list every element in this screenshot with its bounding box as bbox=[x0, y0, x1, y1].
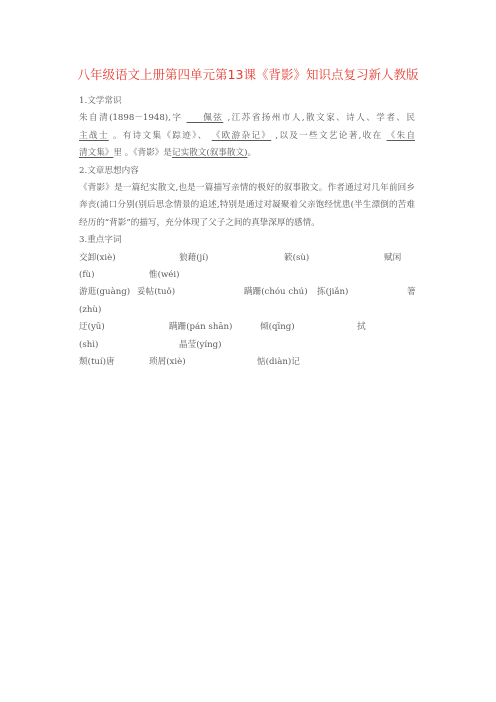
vocab-item: 颓(tuí)唐 bbox=[79, 356, 115, 367]
theme-paragraph: 《背影》是一篇纪实散文,也是一篇描写亲情的极好的叙事散文。作者通过对几年前回乡奔丧(浦口分别(别后思念情景的追述,特别是通过对凝聚着父亲饱经忧患(半生漂倒的苦难经历的“背影”的描写，充分体现了父子之间的真挚深厚的感情。 bbox=[79, 183, 415, 228]
text-span: 朱自清(1898－1948),字 bbox=[79, 113, 183, 124]
vocab-item: (zhù) bbox=[79, 304, 102, 315]
literary-line-2 bbox=[79, 128, 415, 145]
vocab-item: 惦(diàn)记 bbox=[257, 356, 300, 367]
section-heading-literary-knowledge: 1.文学常识 bbox=[79, 96, 122, 106]
text-span: ,以及一些文艺论著,收在 bbox=[275, 130, 383, 141]
literary-line-1 bbox=[79, 110, 415, 127]
literary-line-3 bbox=[79, 145, 415, 162]
vocab-row-3 bbox=[79, 284, 415, 301]
vocab-item: 蹒跚(pán shān) bbox=[169, 322, 233, 333]
text-span: 。 bbox=[247, 148, 257, 159]
document-title: 八年级语文上册第四单元第13课《背影》知识点复习新人教版 bbox=[77, 67, 419, 82]
document-body bbox=[79, 93, 415, 371]
vocab-row-7 bbox=[79, 354, 415, 371]
vocab-item: 游逛(guàng) bbox=[79, 287, 131, 298]
vocab-item: 妥帖(tuǒ) bbox=[137, 287, 176, 298]
answer-collected-works-end: 清文集》 bbox=[79, 148, 114, 159]
answer-courtesy-name: 佩弦 bbox=[203, 113, 224, 124]
answer-travel-notes: 《欧游杂记》 bbox=[211, 130, 272, 141]
vocab-item: 蹒跚(chóu chú) bbox=[244, 287, 308, 298]
vocab-item: 拣(jiǎn) bbox=[317, 287, 349, 298]
answer-genre: 记实散文(叙事散文) bbox=[171, 148, 248, 159]
vocab-row-1 bbox=[79, 250, 415, 267]
text-span: 里 。《背影》是 bbox=[113, 148, 172, 159]
vocab-item: 惟(wéi) bbox=[149, 270, 180, 281]
vocab-item: (fù) bbox=[79, 270, 95, 281]
blank-courtesy-name bbox=[187, 113, 224, 123]
vocab-item: 簌(sù) bbox=[284, 252, 310, 263]
text-span: 。有诗文集《踪迹》、 bbox=[112, 130, 208, 141]
vocab-item: 迂(yū) bbox=[79, 322, 105, 333]
text-span: ,江苏省扬州市人,散文家、诗人、学者、民 bbox=[227, 113, 415, 124]
section-heading-theme: 2.文章思想内容 bbox=[79, 165, 139, 176]
vocab-item: 交卸(xiè) bbox=[79, 252, 116, 263]
vocab-row-6 bbox=[79, 337, 415, 354]
vocab-item: 倾(qīng) bbox=[260, 322, 295, 333]
vocab-item: 晶莹(yíng) bbox=[179, 339, 222, 350]
vocab-item: 狼藉(jí) bbox=[179, 252, 209, 263]
vocab-item: 拭 bbox=[357, 322, 366, 333]
answer-collected-works: 《朱自 bbox=[386, 130, 415, 141]
vocab-row-5 bbox=[79, 319, 415, 336]
vocab-row-4 bbox=[79, 302, 415, 319]
vocab-row-2 bbox=[79, 267, 415, 284]
vocab-item: 琐屑(xiè) bbox=[149, 356, 186, 367]
section-heading-vocabulary: 3.重点字词 bbox=[79, 235, 122, 246]
vocab-item: (shì) bbox=[79, 339, 99, 350]
answer-democratic-fighter: 主战士 bbox=[79, 130, 109, 141]
vocab-item: 赋闲 bbox=[384, 252, 402, 263]
vocab-item: 箸 bbox=[407, 287, 416, 298]
